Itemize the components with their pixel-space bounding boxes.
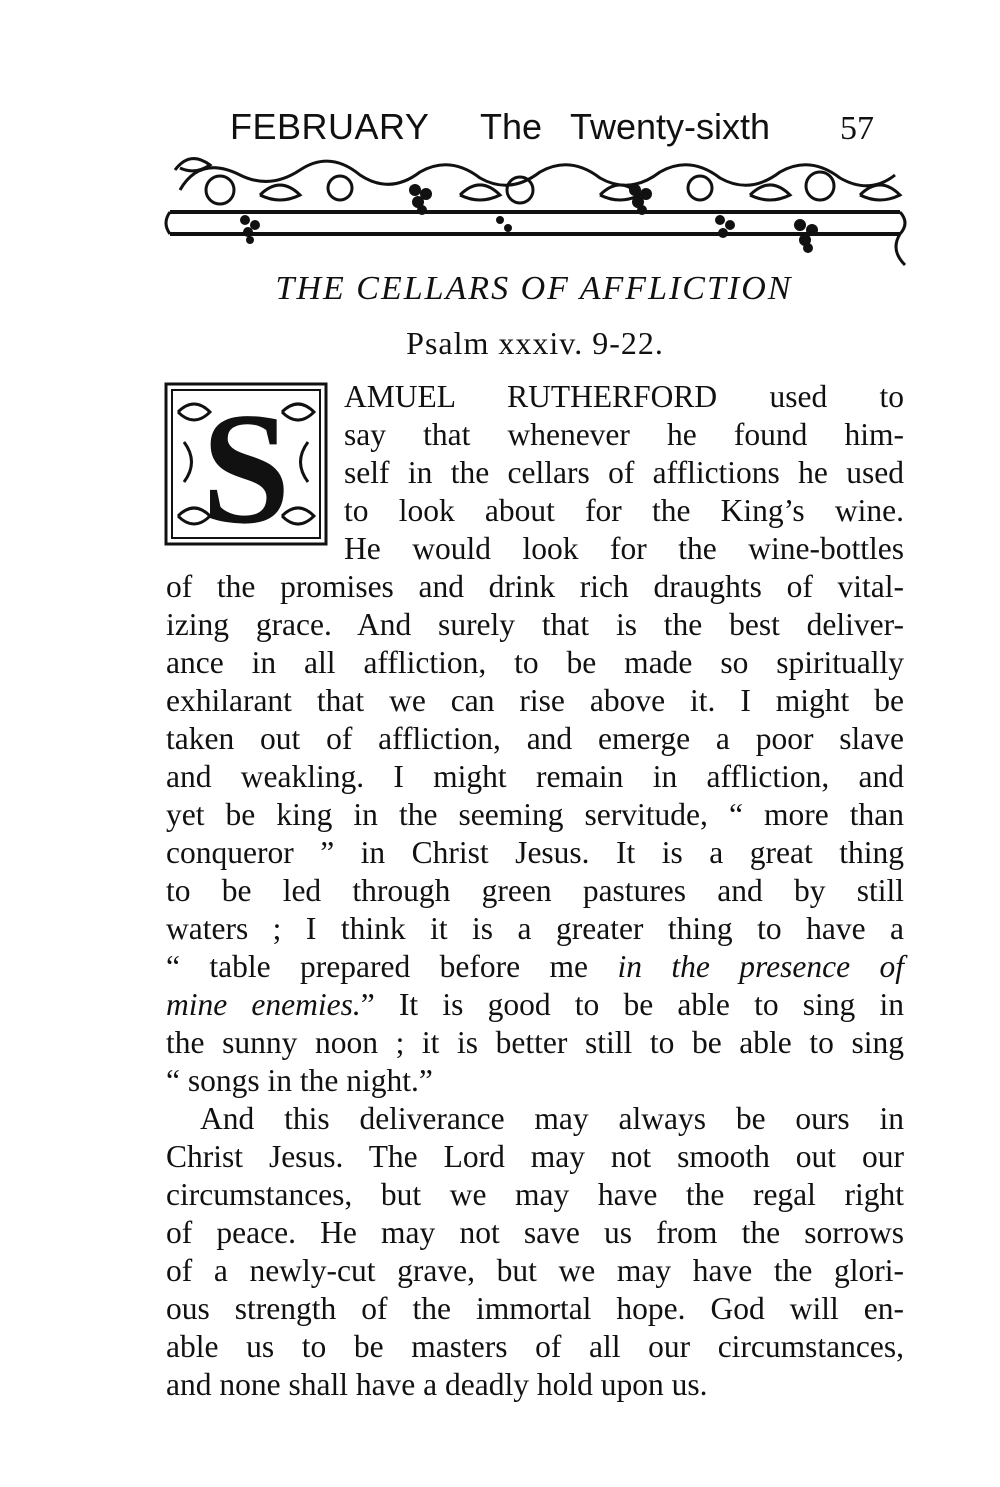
text-line: AMUEL RUTHERFORD used to	[344, 379, 904, 414]
reference-verses: xxxiv. 9-22.	[498, 325, 664, 361]
drop-cap-initial	[164, 382, 328, 546]
italic-span: mine enemies.	[166, 987, 361, 1022]
text-line: self in the cellars of afflictions he used	[344, 455, 904, 490]
text-line: the sunny noon ; it is better still to be able to sing	[166, 1025, 904, 1060]
text-line: of peace. He may not save us from the sorrows	[166, 1215, 904, 1250]
header-month: FEBRUARY	[230, 106, 430, 147]
text-line: izing grace. And surely that is the best deliver-	[166, 607, 904, 642]
text-line	[166, 986, 904, 1024]
reference-psalm-word: Psalm	[406, 325, 490, 361]
text-line: conqueror ” in Christ Jesus. It is a great thing	[166, 835, 904, 870]
text-line: and weakling. I might remain in affliction, and	[166, 759, 904, 794]
text-line: He would look for the wine-bottles	[344, 531, 904, 566]
reading-title: THE CELLARS OF AFFLICTION	[275, 270, 793, 307]
text-line: able us to be masters of all our circumstances,	[166, 1329, 904, 1364]
text-line: Christ Jesus. The Lord may not smooth out our	[166, 1139, 904, 1174]
text-line: ous strength of the immortal hope. God will en-	[166, 1291, 904, 1326]
text-line: exhilarant that we can rise above it. I might be	[166, 683, 904, 718]
drop-cap-letter: S	[201, 382, 291, 546]
text-line: of a newly-cut grave, but we may have the glori-	[166, 1253, 904, 1288]
italic-span: in the presence of	[617, 949, 905, 984]
scripture-reference	[0, 325, 1000, 362]
text-line	[166, 948, 904, 986]
text-line: ance in all affliction, to be made so spiritually	[166, 645, 904, 680]
header-the: The	[480, 106, 543, 147]
text-line: yet be king in the seeming servitude, “ more than	[166, 797, 904, 832]
text-line: and none shall have a deadly hold upon us.	[166, 1367, 708, 1402]
text-line: to look about for the King’s wine.	[344, 493, 904, 528]
running-header	[160, 98, 910, 158]
text-span: “ table prepared before me	[166, 949, 618, 984]
text-line: circumstances, but we may have the regal right	[166, 1177, 904, 1212]
page-number: 57	[840, 110, 874, 147]
grapevine-ornament-icon	[160, 150, 910, 270]
text-line: waters ; I think it is a greater thing to have a	[166, 911, 904, 946]
text-span: ” It is good to be able to sing in	[360, 987, 904, 1022]
text-line: of the promises and drink rich draughts of vital-	[166, 569, 904, 604]
text-line: to be led through green pastures and by still	[166, 873, 904, 908]
text-line: taken out of affliction, and emerge a poor slave	[166, 721, 904, 756]
header-day: Twenty-sixth	[570, 106, 771, 147]
text-line: “ songs in the night.”	[166, 1063, 433, 1098]
text-line: And this deliverance may always be ours in	[200, 1101, 904, 1136]
text-line: say that whenever he found him-	[344, 417, 904, 452]
